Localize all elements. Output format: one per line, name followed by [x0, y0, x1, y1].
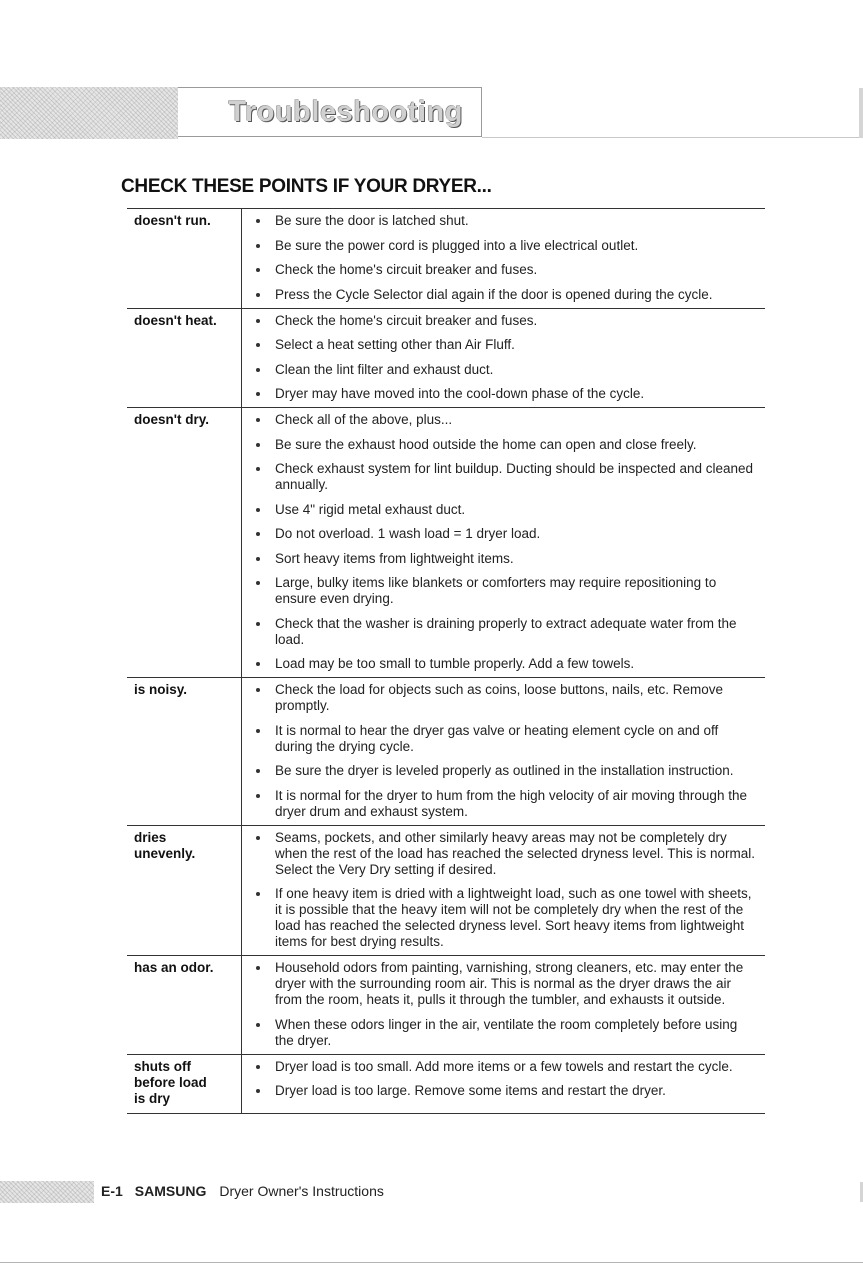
list-item: Check the load for objects such as coins, loose buttons, nails, etc. Remove promptly. [242, 682, 765, 714]
list-item: Household odors from painting, varnishing, strong cleaners, etc. may enter the dryer with the surrounding room air. This is normal as the dryer draws the air from the room, heats it, pulls it through the tumbler, and exhausts it outside. [242, 960, 765, 1008]
title-box [178, 87, 482, 137]
remedy-list [242, 408, 765, 677]
page-edge-marker [859, 88, 863, 138]
table-row [127, 678, 765, 826]
list-item: If one heavy item is dried with a lightweight load, such as one towel with sheets, it is possible that the heavy item will not be completely dry when the rest of the load has reached the selected dryness level. Sort heavy items from lightweight items for best drying results. [242, 886, 765, 950]
remedy-list [242, 956, 765, 1054]
page-footer [101, 1183, 384, 1199]
page-title: Troubleshooting [228, 95, 463, 128]
remedy-list [242, 209, 765, 308]
list-item: Press the Cycle Selector dial again if the door is opened during the cycle. [242, 287, 765, 303]
symptom-label: doesn't heat. [127, 309, 242, 408]
list-item: Do not overload. 1 wash load = 1 dryer load. [242, 526, 765, 542]
list-item: Large, bulky items like blankets or comforters may require repositioning to ensure even drying. [242, 575, 765, 607]
list-item: Seams, pockets, and other similarly heavy areas may not be completely dry when the rest of the load has reached the selected dryness level. This is normal. Select the Very Dry setting if desired. [242, 830, 765, 878]
list-item: Clean the lint filter and exhaust duct. [242, 362, 765, 378]
header-rule [482, 137, 863, 138]
symptom-label: doesn't run. [127, 209, 242, 308]
list-item: Check exhaust system for lint buildup. Ducting should be inspected and cleaned annually. [242, 461, 765, 493]
table-row [127, 1055, 765, 1114]
list-item: Dryer load is too large. Remove some items and restart the dryer. [242, 1083, 765, 1099]
symptom-label: shuts off before load is dry [127, 1055, 242, 1113]
symptom-label: is noisy. [127, 678, 242, 825]
symptom-label: has an odor. [127, 956, 242, 1054]
list-item: Check the home's circuit breaker and fuses. [242, 313, 765, 329]
header-decoration-band [0, 87, 178, 139]
section-heading: CHECK THESE POINTS IF YOUR DRYER... [121, 176, 492, 197]
remedy-list [242, 309, 765, 408]
list-item: Be sure the door is latched shut. [242, 213, 765, 229]
list-item: It is normal for the dryer to hum from the high velocity of air moving through the dryer drum and exhaust system. [242, 788, 765, 820]
table-row [127, 826, 765, 957]
list-item: Dryer may have moved into the cool-down phase of the cycle. [242, 386, 765, 402]
symptom-label: doesn't dry. [127, 408, 242, 677]
list-item: When these odors linger in the air, ventilate the room completely before using the dryer. [242, 1017, 765, 1049]
list-item: Be sure the exhaust hood outside the home can open and close freely. [242, 437, 765, 453]
troubleshooting-table [127, 208, 765, 1114]
symptom-label: dries unevenly. [127, 826, 242, 956]
list-item: Check all of the above, plus... [242, 412, 765, 428]
brand-name: SAMSUNG [134, 1183, 207, 1199]
list-item: Use 4" rigid metal exhaust duct. [242, 502, 765, 518]
table-row [127, 956, 765, 1055]
list-item: Check the home's circuit breaker and fuses. [242, 262, 765, 278]
list-item: Select a heat setting other than Air Fluff. [242, 337, 765, 353]
bottom-rule [0, 1262, 863, 1263]
table-row [127, 209, 765, 309]
list-item: Be sure the dryer is leveled properly as outlined in the installation instruction. [242, 763, 765, 779]
remedy-list [242, 1055, 765, 1113]
document-title: Dryer Owner's Instructions [219, 1183, 384, 1199]
table-row [127, 309, 765, 409]
list-item: Load may be too small to tumble properly. Add a few towels. [242, 656, 765, 672]
remedy-list [242, 678, 765, 825]
remedy-list [242, 826, 765, 956]
page-number: E-1 [101, 1183, 123, 1199]
list-item: It is normal to hear the dryer gas valve or heating element cycle on and off during the drying cycle. [242, 723, 765, 755]
table-row [127, 408, 765, 678]
list-item: Sort heavy items from lightweight items. [242, 551, 765, 567]
footer-decoration-band [0, 1181, 94, 1203]
list-item: Dryer load is too small. Add more items or a few towels and restart the cycle. [242, 1059, 765, 1075]
list-item: Be sure the power cord is plugged into a live electrical outlet. [242, 238, 765, 254]
list-item: Check that the washer is draining properly to extract adequate water from the load. [242, 616, 765, 648]
